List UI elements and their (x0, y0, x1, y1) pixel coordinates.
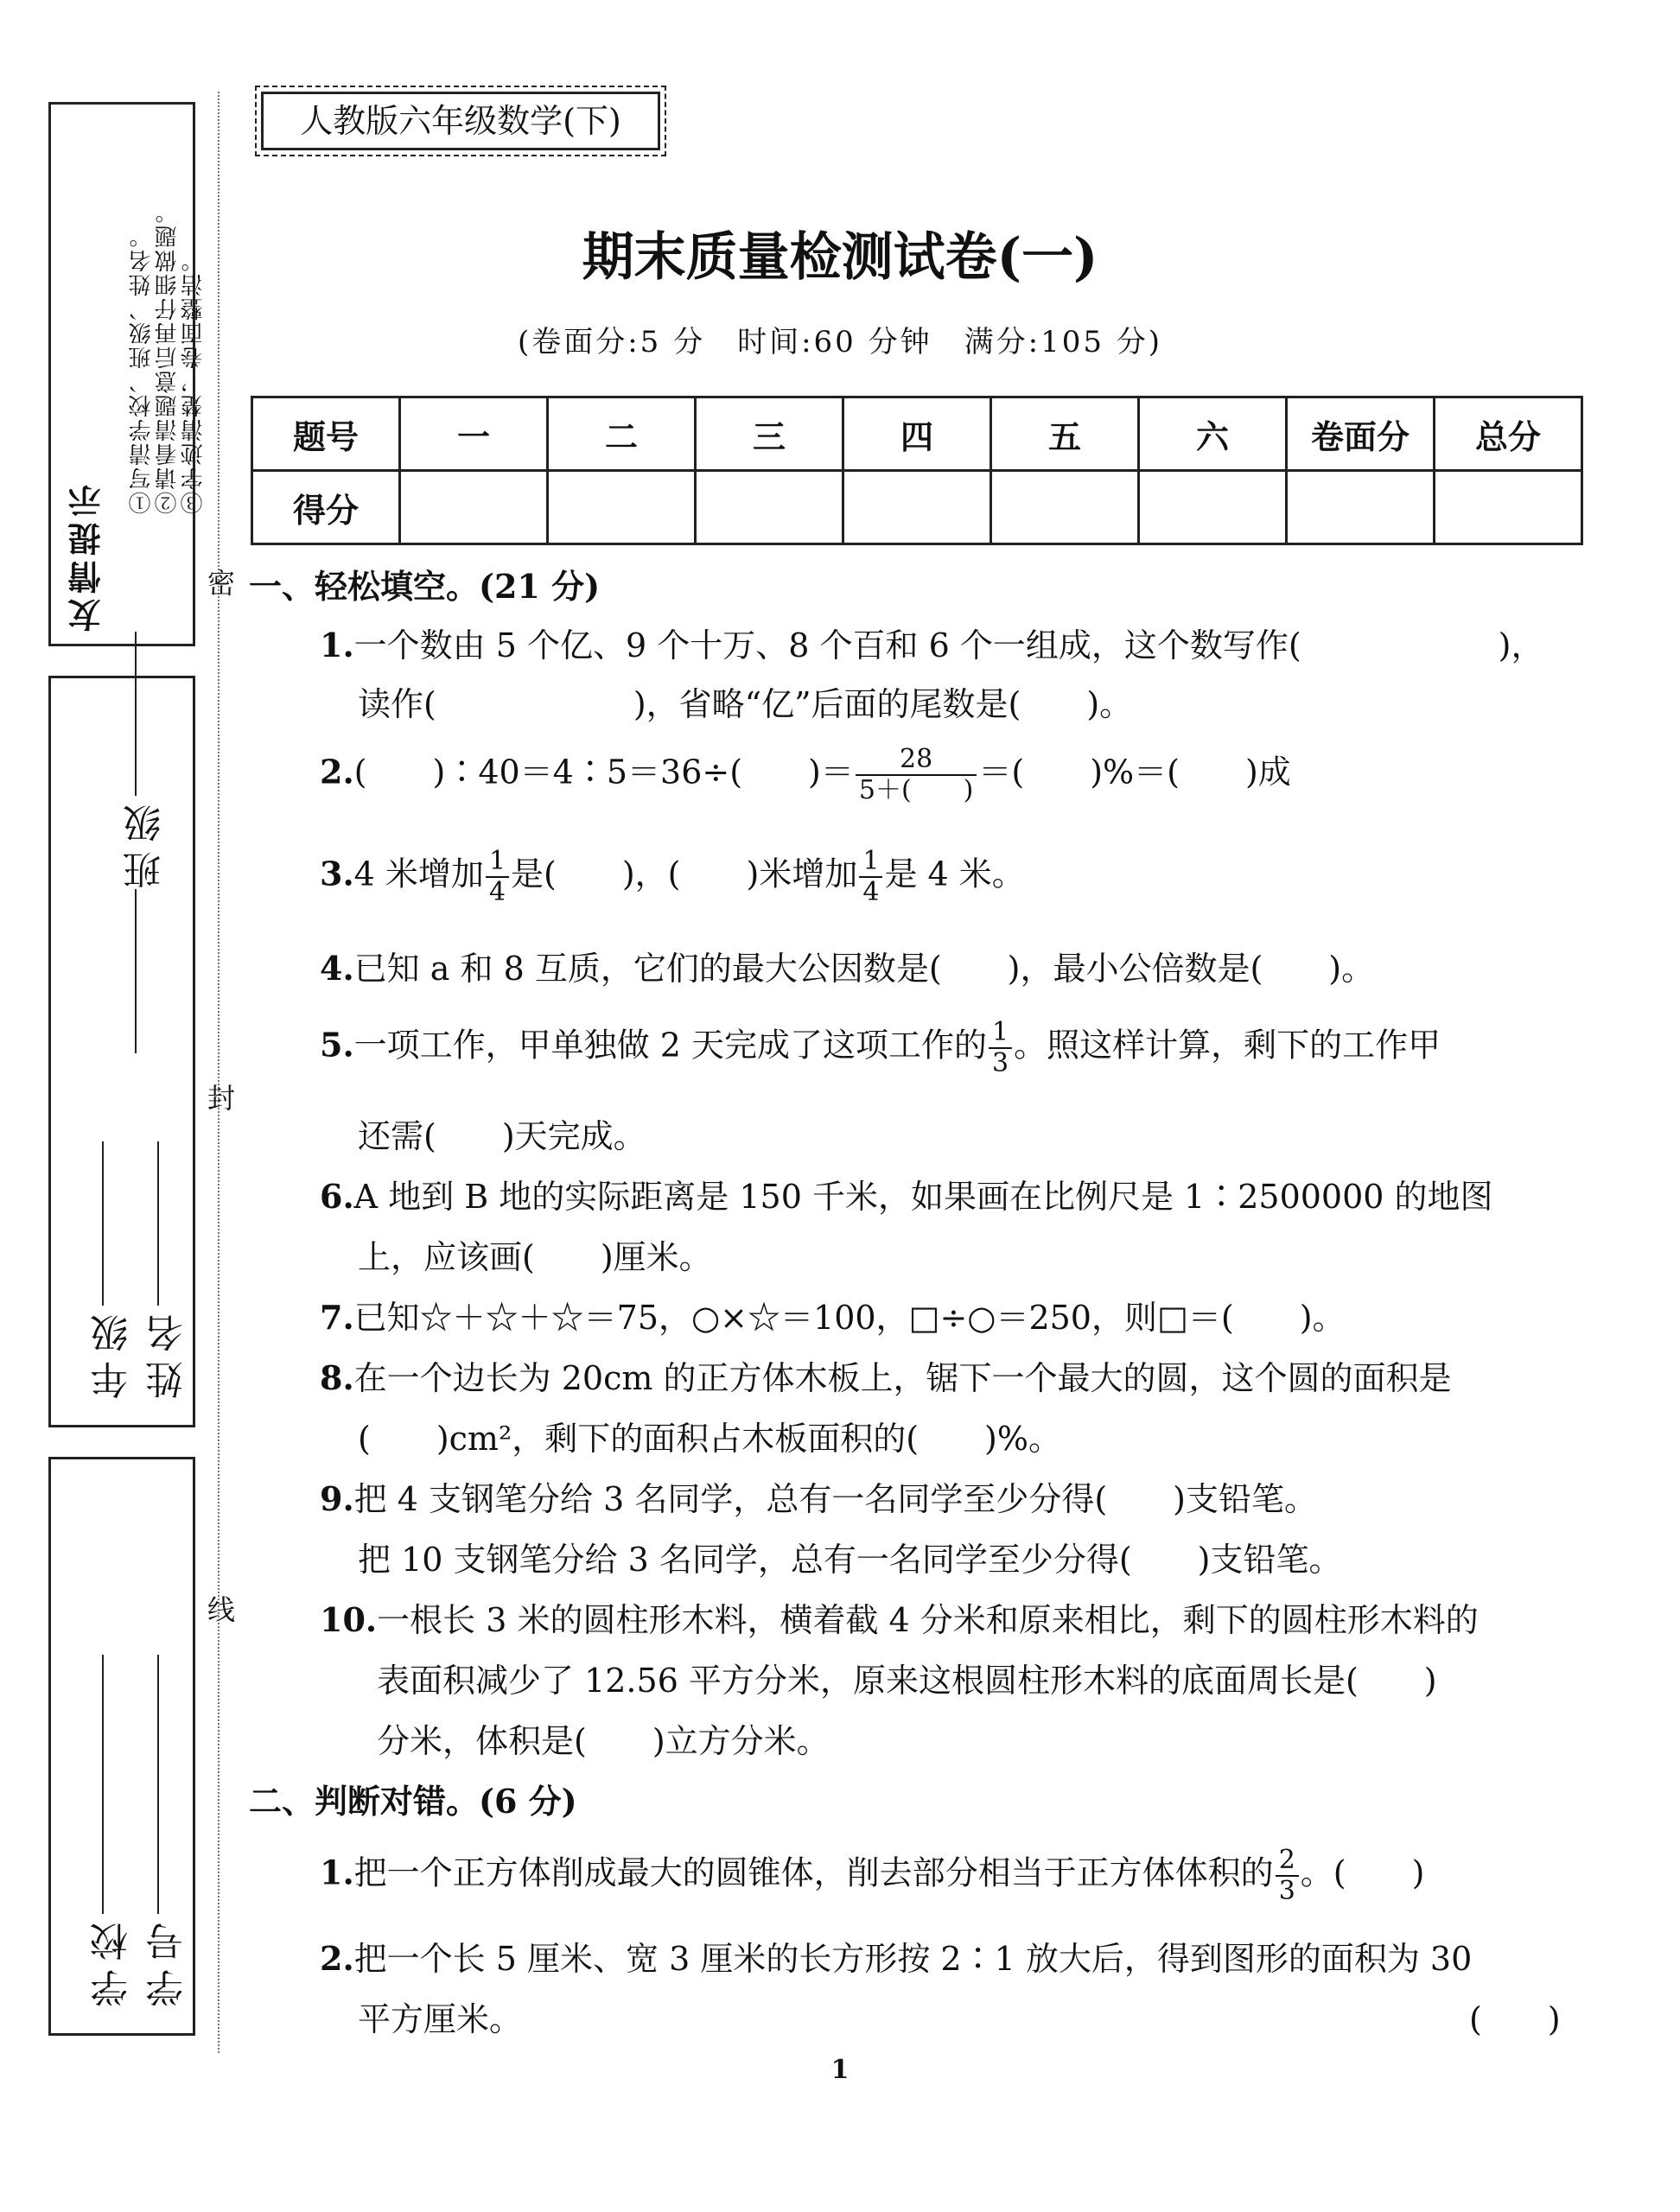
seal-xian: 线 (207, 1593, 236, 1626)
score-header-cell: 六 (1139, 397, 1287, 471)
hint-title: 友情提示 (68, 480, 106, 632)
score-cell[interactable] (696, 471, 843, 544)
school-underline (102, 1655, 104, 1914)
school-field: 学校 (86, 1655, 141, 2007)
name-field: 姓名 (141, 1141, 196, 1399)
fraction: $\frac{28}{5+( )}$ (856, 745, 977, 805)
s1-question-4: 4.已知 a 和 8 互质，它们的最大公因数是( )，最小公倍数是( )。 (320, 949, 1375, 988)
score-header-cell: 总分 (1435, 397, 1582, 471)
score-table-score-row (252, 471, 1582, 544)
hint-line-3: ③字迹清楚，卷面整洁。 (181, 248, 207, 514)
page-subtitle: (卷面分:5 分 时间:60 分钟 满分:105 分) (517, 325, 1163, 359)
s1-question-5-line-2: 还需( )天完成。 (358, 1117, 646, 1155)
edition-tag: 人教版六年级数学(下) (261, 92, 660, 150)
score-cell[interactable] (1435, 471, 1582, 544)
school-info-box (48, 1457, 195, 2036)
hint-line-2: ②请看清题意后再仔细做题。 (155, 200, 181, 514)
score-cell[interactable] (400, 471, 548, 544)
s1-question-8-line-2: ( )cm²，剩下的面积占木板面积的( )%。 (358, 1420, 1061, 1458)
s1-question-5-line-1: 5.一项工作，甲单独做 2 天完成了这项工作的 $\frac{1}{3}$ 。照这样计算，剩下的工作甲 (320, 1017, 1441, 1078)
s1-question-2: 2.( )∶40＝4∶5＝36÷( )＝ $\frac{28}{5+( )}$ ＝( )%＝( )成 (320, 744, 1291, 805)
s1-question-7: 7.已知☆＋☆＋☆＝75，○×☆＝100，□÷○＝250，则□＝( )。 (320, 1298, 1346, 1337)
fraction: $\frac{1}{4}$ (486, 847, 509, 907)
s1-question-9-line-2: 把 10 支钢笔分给 3 名同学，总有一名同学至少分得( )支铅笔。 (358, 1541, 1342, 1579)
number-field: 学号 (141, 1655, 196, 2007)
score-table-header-row (252, 397, 1582, 471)
s1-question-8-line-1: 8.在一个边长为 20cm 的正方体木板上，锯下一个最大的圆，这个圆的面积是 (320, 1358, 1452, 1397)
fraction: $\frac{2}{3}$ (1276, 1846, 1299, 1906)
fraction: $\frac{1}{4}$ (859, 847, 882, 907)
s1-question-10-line-1: 10.一根长 3 米的圆柱形木料，横着截 4 分米和原来相比，剩下的圆柱形木料的 (320, 1600, 1479, 1639)
score-row-label: 得分 (252, 471, 400, 544)
score-header-cell: 五 (991, 397, 1139, 471)
s2-question-2-line-1: 2.把一个长 5 厘米、宽 3 厘米的长方形按 2∶1 放大后，得到图形的面积为 30 (320, 1939, 1473, 1978)
seal-mi: 密 (207, 567, 236, 600)
s1-question-1-line-2: 读作( )，省略“亿”后面的尾数是( )。 (358, 685, 1133, 723)
fraction: $\frac{1}{3}$ (989, 1018, 1012, 1078)
seal-feng: 封 (207, 1082, 236, 1115)
page-title: 期末质量检测试卷(一) (582, 227, 1098, 288)
s1-question-6-line-2: 上，应该画( )厘米。 (358, 1238, 712, 1276)
score-cell[interactable] (548, 471, 696, 544)
grade-underline (102, 1141, 104, 1306)
class-field: 班级 (118, 632, 174, 1053)
score-cell[interactable] (991, 471, 1139, 544)
score-header-cell: 四 (843, 397, 991, 471)
grade-field: 年级 (86, 1141, 141, 1399)
s2-question-1: 1.把一个正方体削成最大的圆锥体，削去部分相当于正方体体积的 $\frac{2}{3}$ 。( ) (320, 1845, 1425, 1906)
score-cell[interactable] (843, 471, 991, 544)
student-info-box (48, 676, 195, 1427)
page-number: 1 (830, 2055, 850, 2085)
score-header-cell: 二 (548, 397, 696, 471)
score-cell[interactable] (1139, 471, 1287, 544)
score-header-cell: 三 (696, 397, 843, 471)
s1-question-6-line-1: 6.A 地到 B 地的实际距离是 150 千米，如果画在比例尺是 1∶2500000 的地图 (320, 1177, 1493, 1216)
name-underline (157, 1141, 159, 1306)
hint-box (48, 102, 207, 646)
number-underline (157, 1655, 159, 1914)
section-2-title: 二、判断对错。(6 分) (249, 1782, 577, 1821)
score-table (251, 396, 1583, 545)
score-header-cell: 一 (400, 397, 548, 471)
score-header-cell: 题号 (252, 397, 400, 471)
hint-line-1: ①写清学校、班级、姓名。 (129, 224, 155, 514)
s1-question-10-line-3: 分米，体积是( )立方分米。 (377, 1722, 830, 1760)
score-header-cell: 卷面分 (1287, 397, 1435, 471)
score-cell[interactable] (1287, 471, 1435, 544)
class-underline (135, 889, 137, 1053)
section-1-title: 一、轻松填空。(21 分) (249, 567, 601, 606)
s1-question-9-line-1: 9.把 4 支钢笔分给 3 名同学，总有一名同学至少分得( )支铅笔。 (320, 1479, 1317, 1518)
s1-question-1-line-1: 1.一个数由 5 个亿、9 个十万、8 个百和 6 个一组成，这个数写作( )， (320, 626, 1544, 664)
s1-question-10-line-2: 表面积减少了 12.56 平方分米，原来这根圆柱形木料的底面周长是( ) (377, 1662, 1437, 1700)
s2-question-2-line-2: 平方厘米。 (358, 2000, 523, 2038)
s1-question-3: 3.4 米增加 $\frac{1}{4}$ 是( )，( )米增加 $\frac{1}{4}$ 是 4 米。 (320, 846, 1025, 907)
seal-dotted-line (218, 92, 220, 2053)
s2-question-2-answer-paren[interactable]: ( ) (1469, 2000, 1561, 2038)
